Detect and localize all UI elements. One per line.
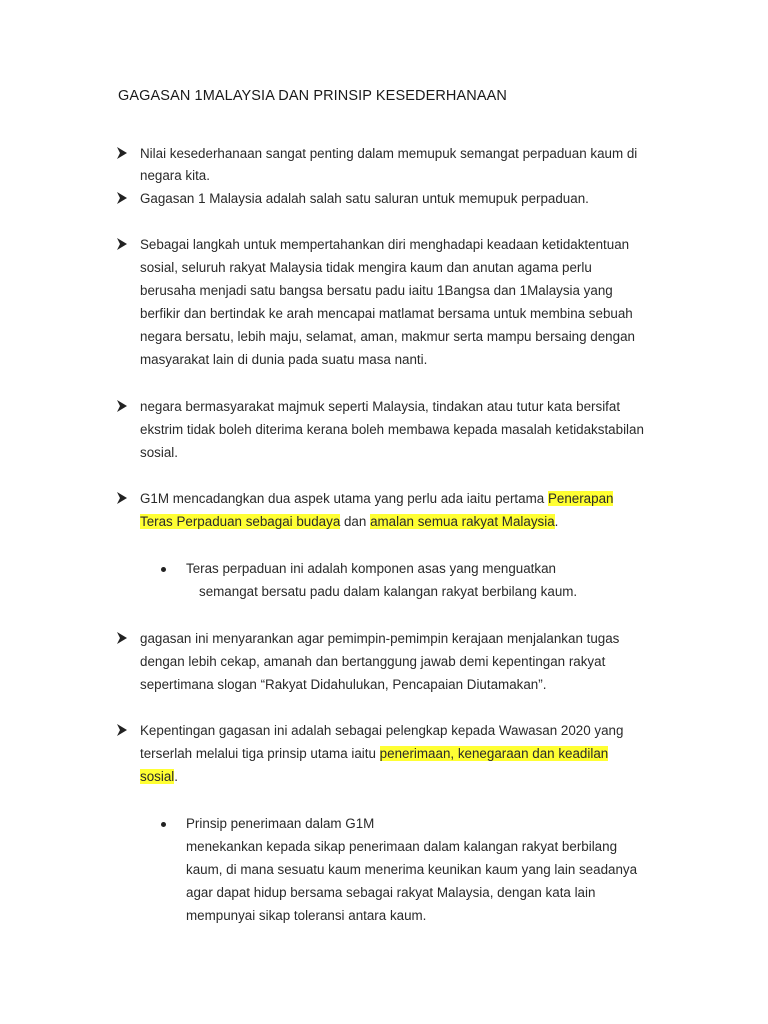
bullet-6-line-2: dengan lebih cekap, amanah dan bertanggung jawab demi kepentingan rakyat (140, 654, 606, 669)
document-title: GAGASAN 1MALAYSIA DAN PRINSIP KESEDERHANAAN (118, 88, 507, 104)
highlight-teras-perpaduan: Teras Perpaduan sebagai budaya (140, 514, 341, 529)
bullet-5-line-2 (140, 514, 558, 530)
dot-bullet-icon (161, 567, 166, 572)
bullet-5-conjunction: dan (340, 514, 371, 529)
bullet-5-line-1 (140, 491, 613, 507)
bullet-7-line-3 (140, 769, 178, 785)
sub-bullet-2-line-3: kaum, di mana sesuatu kaum menerima keunikan kaum yang lain seadanya (186, 862, 638, 877)
bullet-3-line-3: berusaha menjadi satu bangsa bersatu padu iaitu 1Bangsa dan 1Malaysia yang (140, 283, 613, 298)
bullet-6-line-1: gagasan ini menyarankan agar pemimpin-pemimpin kerajaan menjalankan tugas (140, 631, 620, 646)
bullet-5-text: G1M mencadangkan dua aspek utama yang perlu ada iaitu pertama (140, 491, 548, 506)
sub-bullet-1-line-1: Teras perpaduan ini adalah komponen asas yang menguatkan (186, 561, 556, 576)
arrowhead-bullet-icon (116, 237, 130, 253)
arrowhead-bullet-icon (116, 191, 130, 207)
bullet-3-line-5: negara bersatu, lebih maju, selamat, aman, makmur serta mampu bersaing dengan (140, 329, 635, 344)
bullet-6-line-3: sepertimana slogan “Rakyat Didahulukan, Pencapaian Diutamakan”. (140, 677, 547, 692)
dot-bullet-icon (161, 822, 166, 827)
sub-bullet-2-line-5: mempunyai sikap toleransi antara kaum. (186, 908, 427, 923)
sub-bullet-2-line-4: agar dapat hidup bersama sebagai rakyat Malaysia, dengan kata lain (186, 885, 596, 900)
bullet-4-line-2: ekstrim tidak boleh diterima kerana boleh membawa kepada masalah ketidakstabilan (140, 422, 644, 437)
highlight-sosial: sosial (140, 769, 175, 784)
arrowhead-bullet-icon (116, 146, 130, 162)
bullet-7-line-1: Kepentingan gagasan ini adalah sebagai pelengkap kepada Wawasan 2020 yang (140, 723, 624, 738)
bullet-7-line-2 (140, 746, 608, 762)
arrowhead-bullet-icon (116, 399, 130, 415)
bullet-2-line-1: Gagasan 1 Malaysia adalah salah satu saluran untuk memupuk perpaduan. (140, 191, 589, 206)
highlight-penerapan: Penerapan (547, 491, 614, 506)
arrowhead-bullet-icon (116, 723, 130, 739)
sub-bullet-2-line-2: menekankan kepada sikap penerimaan dalam kalangan rakyat berbilang (186, 839, 618, 854)
bullet-4-line-3: sosial. (140, 445, 178, 460)
sub-bullet-2-line-1: Prinsip penerimaan dalam G1M (186, 816, 375, 831)
bullet-5-period: . (554, 514, 559, 529)
highlight-prinsip: penerimaan, kenegaraan dan keadilan (379, 746, 609, 761)
bullet-1-line-2: negara kita. (140, 168, 210, 183)
bullet-7-text: terserlah melalui tiga prinsip utama iaitu (140, 746, 380, 761)
sub-bullet-1-line-2: semangat bersatu padu dalam kalangan rakyat berbilang kaum. (199, 584, 578, 599)
arrowhead-bullet-icon (116, 631, 130, 647)
bullet-7-period: . (174, 769, 178, 784)
bullet-1-line-1: Nilai kesederhanaan sangat penting dalam memupuk semangat perpaduan kaum di (140, 146, 638, 161)
bullet-3-line-4: berfikir dan bertindak ke arah mencapai matlamat bersama untuk membina sebuah (140, 306, 633, 321)
arrowhead-bullet-icon (116, 491, 130, 507)
bullet-3-line-6: masyarakat lain di dunia pada suatu masa nanti. (140, 352, 428, 367)
highlight-amalan: amalan semua rakyat Malaysia (370, 514, 555, 529)
bullet-3-line-2: sosial, seluruh rakyat Malaysia tidak mengira kaum dan anutan agama perlu (140, 260, 592, 275)
bullet-3-line-1: Sebagai langkah untuk mempertahankan diri menghadapi keadaan ketidaktentuan (140, 237, 630, 252)
bullet-4-line-1: negara bermasyarakat majmuk seperti Malaysia, tindakan atau tutur kata bersifat (140, 399, 621, 414)
